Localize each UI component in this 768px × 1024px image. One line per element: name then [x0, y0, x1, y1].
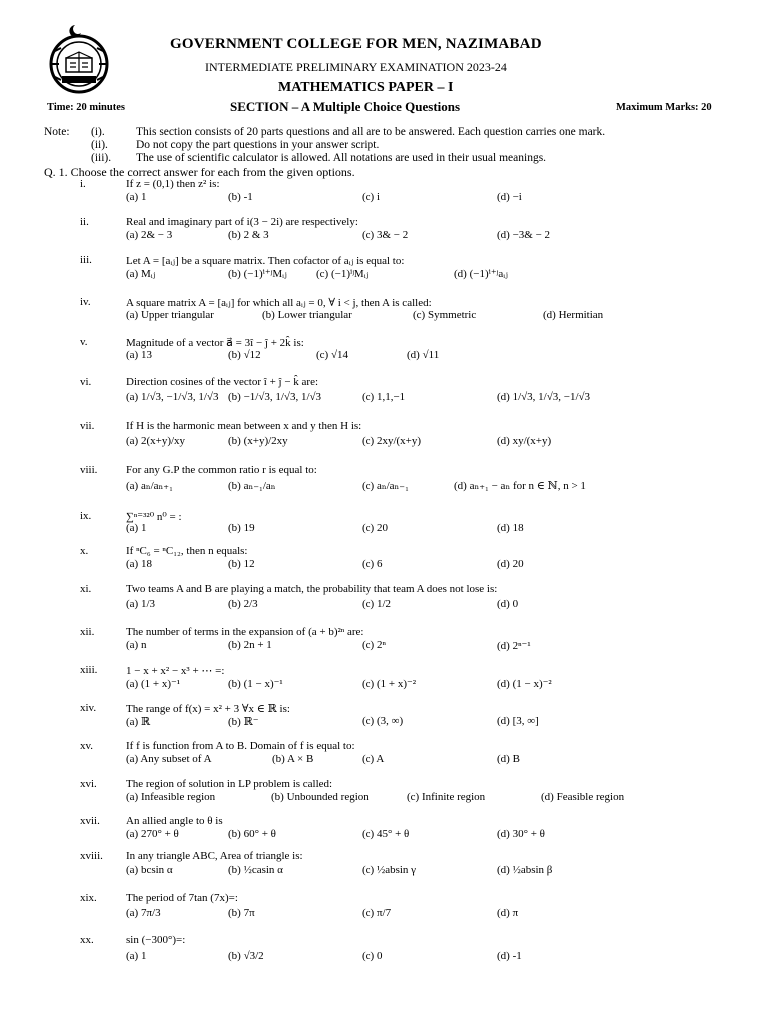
question-number: ii.	[80, 216, 89, 228]
option-a: (a) bcsin α	[126, 864, 173, 876]
option-c: (c) π/7	[362, 907, 392, 919]
option-c: (c) i	[362, 191, 381, 203]
question-number: xiii.	[80, 664, 98, 676]
option-a: (a) 2& − 3	[126, 229, 173, 241]
option-c: (c) 1,1,−1	[362, 391, 406, 403]
note-num: (ii).	[91, 139, 108, 151]
option-d: (d) 18	[497, 522, 524, 534]
question-item	[0, 583, 768, 623]
option-d: (d) [3, ∞]	[497, 715, 539, 727]
question-stem: ∑ⁿ⁼³²⁰ n⁰ = :	[126, 511, 182, 523]
question-item	[0, 420, 768, 460]
option-d: (d) π	[497, 907, 519, 919]
option-d: (d) xy/(x+y)	[497, 435, 552, 447]
question-stem: Two teams A and B are playing a match, the probability that team A does not lose is:	[126, 583, 498, 595]
option-d: (d) ½absin β	[497, 864, 553, 876]
option-b: (b) 19	[228, 522, 255, 534]
option-c: (c) 6	[362, 558, 383, 570]
option-b: (b) (x+y)/2xy	[228, 435, 288, 447]
question-stem: In any triangle ABC, Area of triangle is:	[126, 850, 303, 862]
question-stem: The region of solution in LP problem is called:	[126, 778, 333, 790]
option-b: (b) 2n + 1	[228, 639, 272, 651]
question-item	[0, 740, 768, 776]
question-item	[0, 850, 768, 890]
max-marks: Maximum Marks: 20	[616, 102, 712, 113]
question-item	[0, 545, 768, 581]
question-item	[0, 626, 768, 662]
option-c: (c) (3, ∞)	[362, 715, 404, 727]
question-number: x.	[80, 545, 89, 557]
note-text: This section consists of 20 parts questions and all are to be answered. Each question carries one mark.	[136, 126, 606, 138]
option-a: (a) Infeasible region	[126, 791, 216, 803]
question-number: xviii.	[80, 850, 103, 862]
question-number: xi.	[80, 583, 92, 595]
college-logo-icon	[44, 22, 114, 96]
exam-title: INTERMEDIATE PRELIMINARY EXAMINATION 2023-24	[205, 60, 507, 74]
question-number: i.	[80, 178, 86, 190]
option-a: (a) 18	[126, 558, 152, 570]
option-c: (c) ½absin γ	[362, 864, 417, 876]
option-a: (a) Upper triangular	[126, 309, 214, 321]
option-c: (c) Symmetric	[413, 309, 477, 321]
question-number: viii.	[80, 464, 98, 476]
question-stem: For any G.P the common ratio r is equal to:	[126, 464, 317, 476]
question-stem: The period of 7tan (7x)=:	[126, 892, 238, 904]
option-d: (d) −i	[497, 191, 522, 203]
option-c: (c) (−1)ⁱʲMᵢⱼ	[316, 268, 369, 280]
question-number: xiv.	[80, 702, 97, 714]
option-b: (b) aₙ₋₁/aₙ	[228, 480, 276, 492]
option-c: (c) Infinite region	[407, 791, 486, 803]
option-a: (a) Any subset of A	[126, 753, 212, 765]
question-item	[0, 815, 768, 851]
option-b: (b) Unbounded region	[271, 791, 369, 803]
option-d: (d) 30° + θ	[497, 828, 545, 840]
option-b: (b) (1 − x)⁻¹	[228, 678, 283, 690]
question-item	[0, 702, 768, 738]
question-number: iv.	[80, 296, 91, 308]
question-item	[0, 508, 768, 544]
option-b: (b) -1	[228, 191, 253, 203]
question-number: xvii.	[80, 815, 100, 827]
question-item	[0, 296, 768, 332]
college-name: GOVERNMENT COLLEGE FOR MEN, NAZIMABAD	[170, 36, 542, 52]
option-c: (c) 0	[362, 950, 383, 962]
note-label: Note:	[44, 126, 70, 138]
question-stem: If ⁿC₆ = ⁿC₁₂, then n equals:	[126, 545, 248, 557]
option-c: (c) 2ⁿ	[362, 639, 386, 651]
question-item	[0, 254, 768, 290]
option-d: (d) B	[497, 753, 520, 765]
option-d: (d) Hermitian	[543, 309, 604, 321]
option-a: (a) (1 + x)⁻¹	[126, 678, 181, 690]
option-a: (a) 7π/3	[126, 907, 161, 919]
question-number: xvi.	[80, 778, 97, 790]
question-stem: An allied angle to θ is	[126, 815, 223, 827]
option-a: (a) n	[126, 639, 147, 651]
option-b: (b) 7π	[228, 907, 255, 919]
option-b: (b) 2 & 3	[228, 229, 269, 241]
time-label: Time: 20 minutes	[47, 102, 125, 113]
option-c: (c) 3& − 2	[362, 229, 409, 241]
question-stem: Let A = [aᵢⱼ] be a square matrix. Then cofactor of aᵢⱼ is equal to:	[126, 255, 405, 267]
option-d: (d) 20	[497, 558, 524, 570]
question-number: xx.	[80, 934, 94, 946]
option-a: (a) ℝ	[126, 716, 151, 728]
option-d: (d) 1/√3, 1/√3, −1/√3	[497, 391, 591, 403]
option-b: (b) √3/2	[228, 950, 264, 962]
question-number: vii.	[80, 420, 95, 432]
option-a: (a) 1	[126, 522, 147, 534]
option-b: (b) 2/3	[228, 598, 258, 610]
option-b: (b) A × B	[272, 753, 314, 765]
option-b: (b) (−1)ⁱ⁺ʲMᵢⱼ	[228, 268, 287, 280]
option-b: (b) ½casin α	[228, 864, 283, 876]
question-stem: If H is the harmonic mean between x and y then H is:	[126, 420, 362, 432]
question-stem: Real and imaginary part of i(3 − 2i) are respectively:	[126, 216, 358, 228]
option-b: (b) Lower triangular	[262, 309, 352, 321]
option-c: (c) aₙ/aₙ₋₁	[362, 480, 409, 492]
option-c: (c) 1/2	[362, 598, 392, 610]
question-number: v.	[80, 336, 88, 348]
note-text: Do not copy the part questions in your answer script.	[136, 139, 380, 151]
question-item	[0, 464, 768, 504]
question-stem: If f is function from A to B. Domain of f is equal to:	[126, 740, 355, 752]
option-b: (b) 60° + θ	[228, 828, 276, 840]
option-c: (c) (1 + x)⁻²	[362, 678, 417, 690]
option-c: (c) 20	[362, 522, 388, 534]
option-c: (c) A	[362, 753, 385, 765]
note-num: (iii).	[91, 152, 112, 164]
question-item	[0, 336, 768, 372]
option-b: (b) ℝ⁻	[228, 716, 259, 728]
question-item	[0, 892, 768, 932]
option-a: (a) 1	[126, 950, 147, 962]
note-num: (i).	[91, 126, 105, 138]
question-item	[0, 934, 768, 974]
paper-title: MATHEMATICS PAPER – I	[278, 80, 454, 95]
option-d: (d) Feasible region	[541, 791, 625, 803]
option-d: (d) aₙ₊₁ − aₙ for n ∈ ℕ, n > 1	[454, 480, 586, 492]
question-stem: Magnitude of a vector a⃗ = 3î − ĵ + 2k̂ is:	[126, 337, 304, 349]
question-number: ix.	[80, 510, 92, 522]
question-stem: 1 − x + x² − x³ + ⋯ =:	[126, 665, 225, 677]
option-d: (d) −3& − 2	[497, 229, 551, 241]
question-item	[0, 178, 768, 214]
option-d: (d) 0	[497, 598, 519, 610]
question-item	[0, 778, 768, 814]
question-number: xii.	[80, 626, 95, 638]
option-c: (c) √14	[316, 349, 348, 361]
question-stem: The number of terms in the expansion of (a + b)²ⁿ are:	[126, 626, 364, 638]
option-a: (a) Mᵢⱼ	[126, 268, 156, 280]
option-a: (a) 270° + θ	[126, 828, 179, 840]
option-b: (b) 12	[228, 558, 255, 570]
option-d: (d) 2ⁿ⁻¹	[497, 640, 531, 652]
option-a: (a) 1/3	[126, 598, 156, 610]
option-b: (b) √12	[228, 349, 261, 361]
question-number: xv.	[80, 740, 94, 752]
question-number: iii.	[80, 254, 92, 266]
option-a: (a) 13	[126, 349, 152, 361]
question-number: xix.	[80, 892, 97, 904]
option-d: (d) -1	[497, 950, 522, 962]
question-stem: Direction cosines of the vector î + ĵ − k̂ are:	[126, 376, 319, 388]
question-item	[0, 376, 768, 416]
question-stem: sin (−300°)=:	[126, 934, 186, 946]
option-a: (a) 1	[126, 191, 147, 203]
question-stem: The range of f(x) = x² + 3 ∀x ∈ ℝ is:	[126, 703, 290, 715]
option-a: (a) aₙ/aₙ₊₁	[126, 480, 173, 492]
question-item	[0, 664, 768, 700]
section-title: SECTION – A Multiple Choice Questions	[230, 99, 461, 114]
question-stem: If z = (0,1) then z² is:	[126, 178, 220, 190]
question-number: vi.	[80, 376, 92, 388]
option-d: (d) √11	[407, 349, 440, 361]
note-text: The use of scientific calculator is allowed. All notations are used in their usual meanings.	[136, 152, 547, 164]
option-c: (c) 45° + θ	[362, 828, 410, 840]
question-1-heading: Q. 1. Choose the correct answer for each from the given options.	[44, 165, 355, 179]
option-b: (b) −1/√3, 1/√3, 1/√3	[228, 391, 322, 403]
option-a: (a) 2(x+y)/xy	[126, 435, 186, 447]
question-item	[0, 216, 768, 252]
option-d: (d) (−1)ⁱ⁺ʲaᵢⱼ	[454, 268, 508, 280]
option-c: (c) 2xy/(x+y)	[362, 435, 422, 447]
option-a: (a) 1/√3, −1/√3, 1/√3	[126, 391, 219, 403]
option-d: (d) (1 − x)⁻²	[497, 678, 552, 690]
question-stem: A square matrix A = [aᵢⱼ] for which all aᵢⱼ = 0, ∀ i < j, then A is called:	[126, 297, 432, 309]
